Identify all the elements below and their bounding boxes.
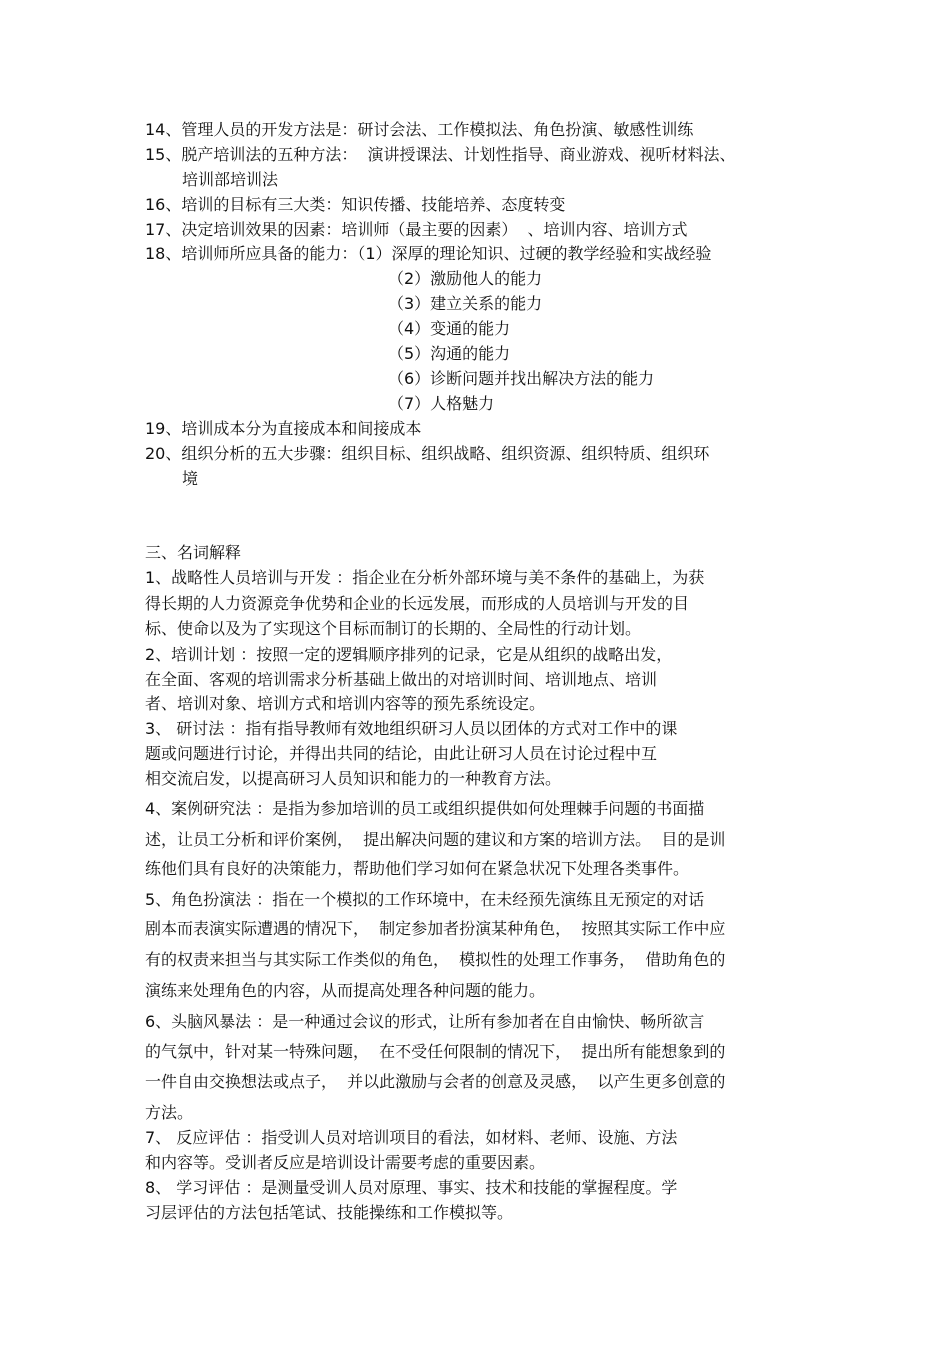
list-item-16: 16、培训的目标有三大类：知识传播、技能培养、态度转变 (145, 195, 566, 214)
section-title: 三、名词解释 (145, 543, 242, 562)
list-item-20-cont: 境 (182, 469, 199, 488)
ability-item: （2）激励他人的能力 (388, 269, 543, 288)
definition-line: 有的权责来担当与其实际工作类似的角色， 模拟性的处理工作事务， 借助角色的 (145, 950, 726, 969)
definition-line: 标、使命以及为了实现这个目标而制订的长期的、全局性的行动计划。 (145, 619, 642, 638)
list-item-15: 15、脱产培训法的五种方法： 演讲授课法、计划性指导、商业游戏、视听材料法、 (145, 145, 736, 164)
list-item-19: 19、培训成本分为直接成本和间接成本 (145, 419, 422, 438)
definition-line: 得长期的人力资源竞争优势和企业的长远发展，而形成的人员培训与开发的目 (145, 594, 690, 613)
definition-line: 相交流启发，以提高研习人员知识和能力的一种教育方法。 (145, 769, 562, 788)
definition-line: 5、角色扮演法 ：指在一个模拟的工作环境中，在未经预先演练且无预定的对话 (145, 890, 705, 909)
definition-line: 3、 研讨法 ：指有指导教师有效地组织研习人员以团体的方式对工作中的课 (145, 719, 678, 738)
definition-line: 方法。 (145, 1103, 194, 1122)
definition-line: 的气氛中，针对某一特殊问题， 在不受任何限制的情况下， 提出所有能想象到的 (145, 1042, 726, 1061)
definition-line: 7、 反应评估 ：指受训人员对培训项目的看法，如材料、老师、设施、方法 (145, 1128, 678, 1147)
ability-item: （3）建立关系的能力 (388, 294, 543, 313)
definition-line: 练他们具有良好的决策能力，帮助他们学习如何在紧急状况下处理各类事件。 (145, 859, 690, 878)
list-item-18: 18、培训师所应具备的能力：（1）深厚的理论知识、过硬的教学经验和实战经验 (145, 244, 712, 263)
definition-line: 演练来处理角色的内容，从而提高处理各种问题的能力。 (145, 981, 546, 1000)
definition-line: 者、培训对象、培训方式和培训内容等的预先系统设定。 (145, 694, 546, 713)
definition-line: 剧本而表演实际遭遇的情况下， 制定参加者扮演某种角色， 按照其实际工作中应 (145, 919, 726, 938)
definition-line: 述，让员工分析和评价案例， 提出解决问题的建议和方案的培训方法。 目的是训 (145, 830, 726, 849)
definition-line: 8、 学习评估 ：是测量受训人员对原理、事实、技术和技能的掌握程度。学 (145, 1178, 678, 1197)
definition-line: 题或问题进行讨论，并得出共同的结论，由此让研习人员在讨论过程中互 (145, 744, 658, 763)
ability-item: （6）诊断问题并找出解决方法的能力 (388, 369, 655, 388)
list-item-17: 17、决定培训效果的因素：培训师（最主要的因素） 、培训内容、培训方式 (145, 220, 688, 239)
list-item-20: 20、组织分析的五大步骤：组织目标、组织战略、组织资源、组织特质、组织环 (145, 444, 710, 463)
definition-line: 2、培训计划 ：按照一定的逻辑顺序排列的记录，它是从组织的战略出发， (145, 645, 673, 664)
definition-line: 1、战略性人员培训与开发 ：指企业在分析外部环境与美不条件的基础上，为获 (145, 568, 705, 587)
ability-item: （4）变通的能力 (388, 319, 511, 338)
definition-line: 4、案例研究法 ：是指为参加培训的员工或组织提供如何处理棘手问题的书面描 (145, 799, 705, 818)
definition-line: 在全面、客观的培训需求分析基础上做出的对培训时间、培训地点、培训 (145, 670, 658, 689)
definition-line: 6、头脑风暴法 ：是一种通过会议的形式，让所有参加者在自由愉快、畅所欲言 (145, 1012, 705, 1031)
ability-item: （5）沟通的能力 (388, 344, 511, 363)
list-item-14: 14、管理人员的开发方法是：研讨会法、工作模拟法、角色扮演、敏感性训练 (145, 120, 694, 139)
definition-line: 习层评估的方法包括笔试、技能操练和工作模拟等。 (145, 1203, 514, 1222)
list-item-15-cont: 培训部培训法 (182, 170, 279, 189)
definition-line: 一件自由交换想法或点子， 并以此激励与会者的创意及灵感， 以产生更多创意的 (145, 1072, 726, 1091)
ability-item: （7）人格魅力 (388, 394, 495, 413)
definition-line: 和内容等。受训者反应是培训设计需要考虑的重要因素。 (145, 1153, 546, 1172)
